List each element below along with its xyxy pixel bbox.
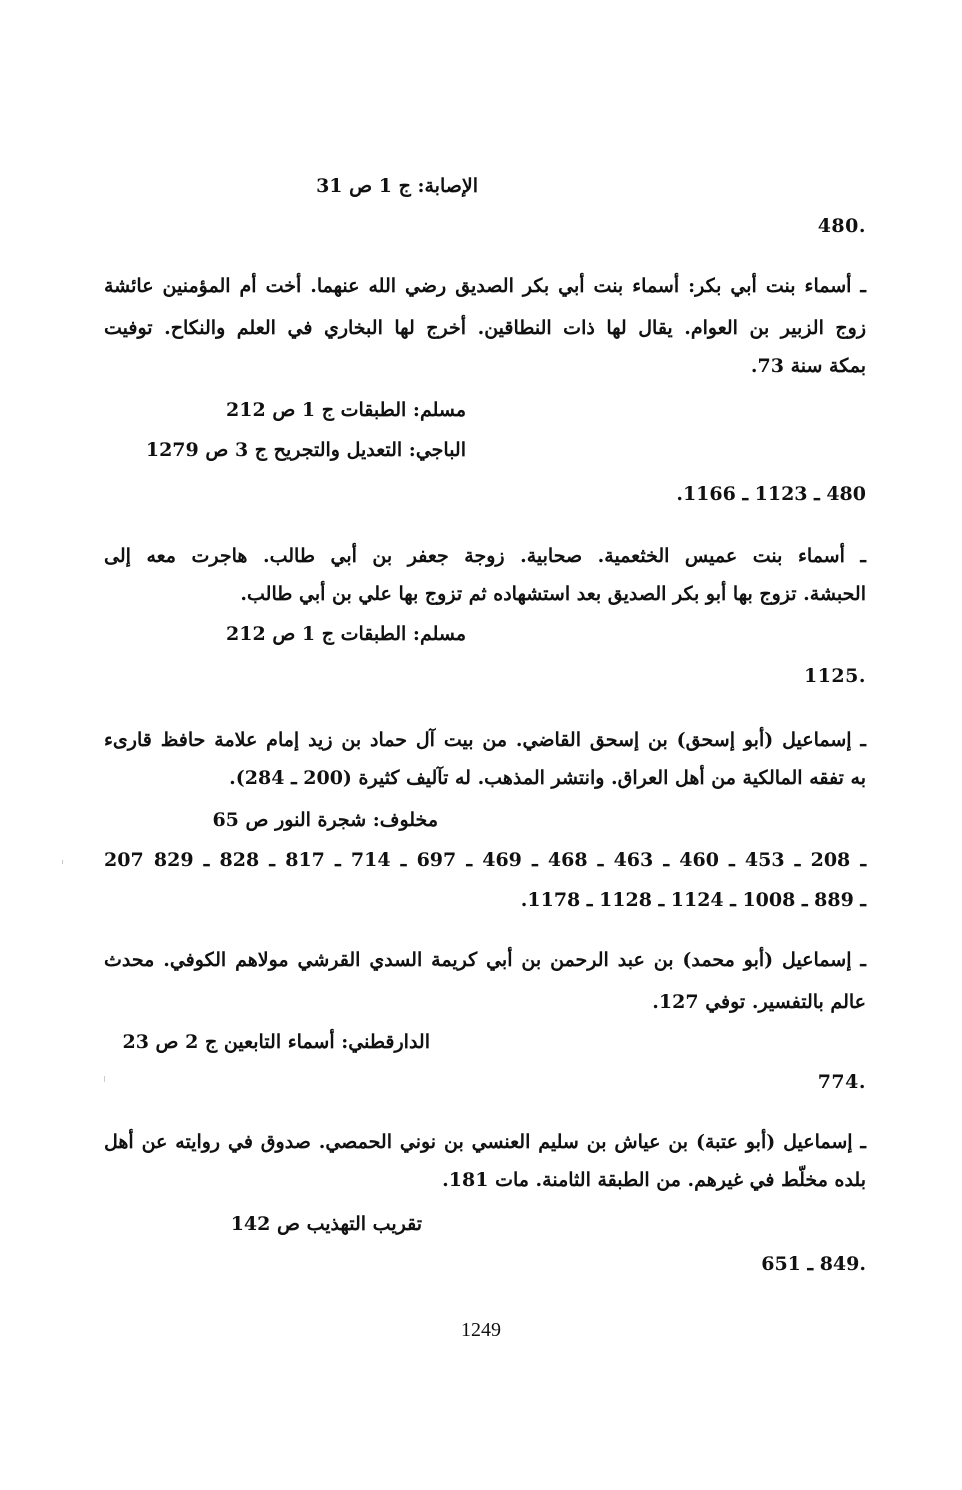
- source-citation: تقريب التهذيب ص 142: [230, 1213, 422, 1235]
- reference-numbers: .849 ـ 651: [761, 1253, 866, 1275]
- scan-mark: [62, 860, 63, 864]
- reference-numbers: .1125: [803, 665, 866, 687]
- scan-mark: [104, 1076, 105, 1082]
- reference-numbers: .774: [817, 1071, 866, 1093]
- entry-text-line: زوج الزبير بن العوام. يقال لها ذات النطاقين. أخرج لها البخاري في العلم والنكاح. توفيت: [104, 317, 866, 339]
- entry-text-line: الحبشة. تزوج بها أبو بكر الصديق بعد استشهاده ثم تزوج بها علي بن أبي طالب.: [240, 583, 866, 605]
- page-number: 1249: [461, 1319, 501, 1341]
- reference-numbers: ـ 889 ـ 1008 ـ 1124 ـ 1128 ـ 1178.: [520, 889, 866, 911]
- source-citation: الدارقطني: أسماء التابعين ج 2 ص 23: [122, 1031, 430, 1053]
- entry-text-line: بلده مخلّط في غيرهم. من الطبقة الثامنة. مات 181.: [442, 1169, 866, 1191]
- entry-text-line: به تفقه المالكية من أهل العراق. وانتشر المذهب. له تآليف كثيرة (200 ـ 284).: [229, 767, 866, 789]
- reference-numbers: 480 ـ 1123 ـ 1166.: [676, 483, 866, 505]
- entry-text-line: ـ إسماعيل (أبو إسحق) بن إسحق القاضي. من بيت آل حماد بن زيد إمام علامة حافظ قارىء: [104, 729, 866, 751]
- source-citation: الباجي: التعديل والتجريح ج 3 ص 1279: [145, 439, 466, 461]
- source-citation: مخلوف: شجرة النور ص 65: [212, 809, 438, 831]
- reference-numbers: .480: [817, 215, 866, 237]
- source-citation: مسلم: الطبقات ج 1 ص 212: [226, 623, 466, 645]
- entry-text-line: ـ أسماء بنت أبي بكر: أسماء بنت أبي بكر الصديق رضي الله عنهما. أخت أم المؤمنين عائشة: [104, 275, 866, 297]
- reference-numbers: 207 ـ 208 ـ 453 ـ 460 ـ 463 ـ 468 ـ 469 ـ 697 ـ 714 ـ 817 ـ 828 ـ 829: [104, 849, 867, 871]
- source-citation: مسلم: الطبقات ج 1 ص 212: [226, 399, 466, 421]
- entry-text-line: عالم بالتفسير. توفي 127.: [652, 991, 866, 1013]
- entry-text-line: بمكة سنة 73.: [750, 355, 866, 377]
- entry-text-line: ـ أسماء بنت عميس الخثعمية. صحابية. زوجة جعفر بن أبي طالب. هاجرت معه إلى: [104, 545, 866, 567]
- source-citation: الإصابة: ج 1 ص 31: [316, 175, 478, 197]
- entry-text-line: ـ إسماعيل (أبو عتبة) بن عياش بن سليم العنسي بن نوني الحمصي. صدوق في روايته عن أهل: [104, 1131, 866, 1153]
- entry-text-line: ـ إسماعيل (أبو محمد) بن عبد الرحمن بن أبي كريمة السدي القرشي مولاهم الكوفي. محدث: [104, 949, 866, 971]
